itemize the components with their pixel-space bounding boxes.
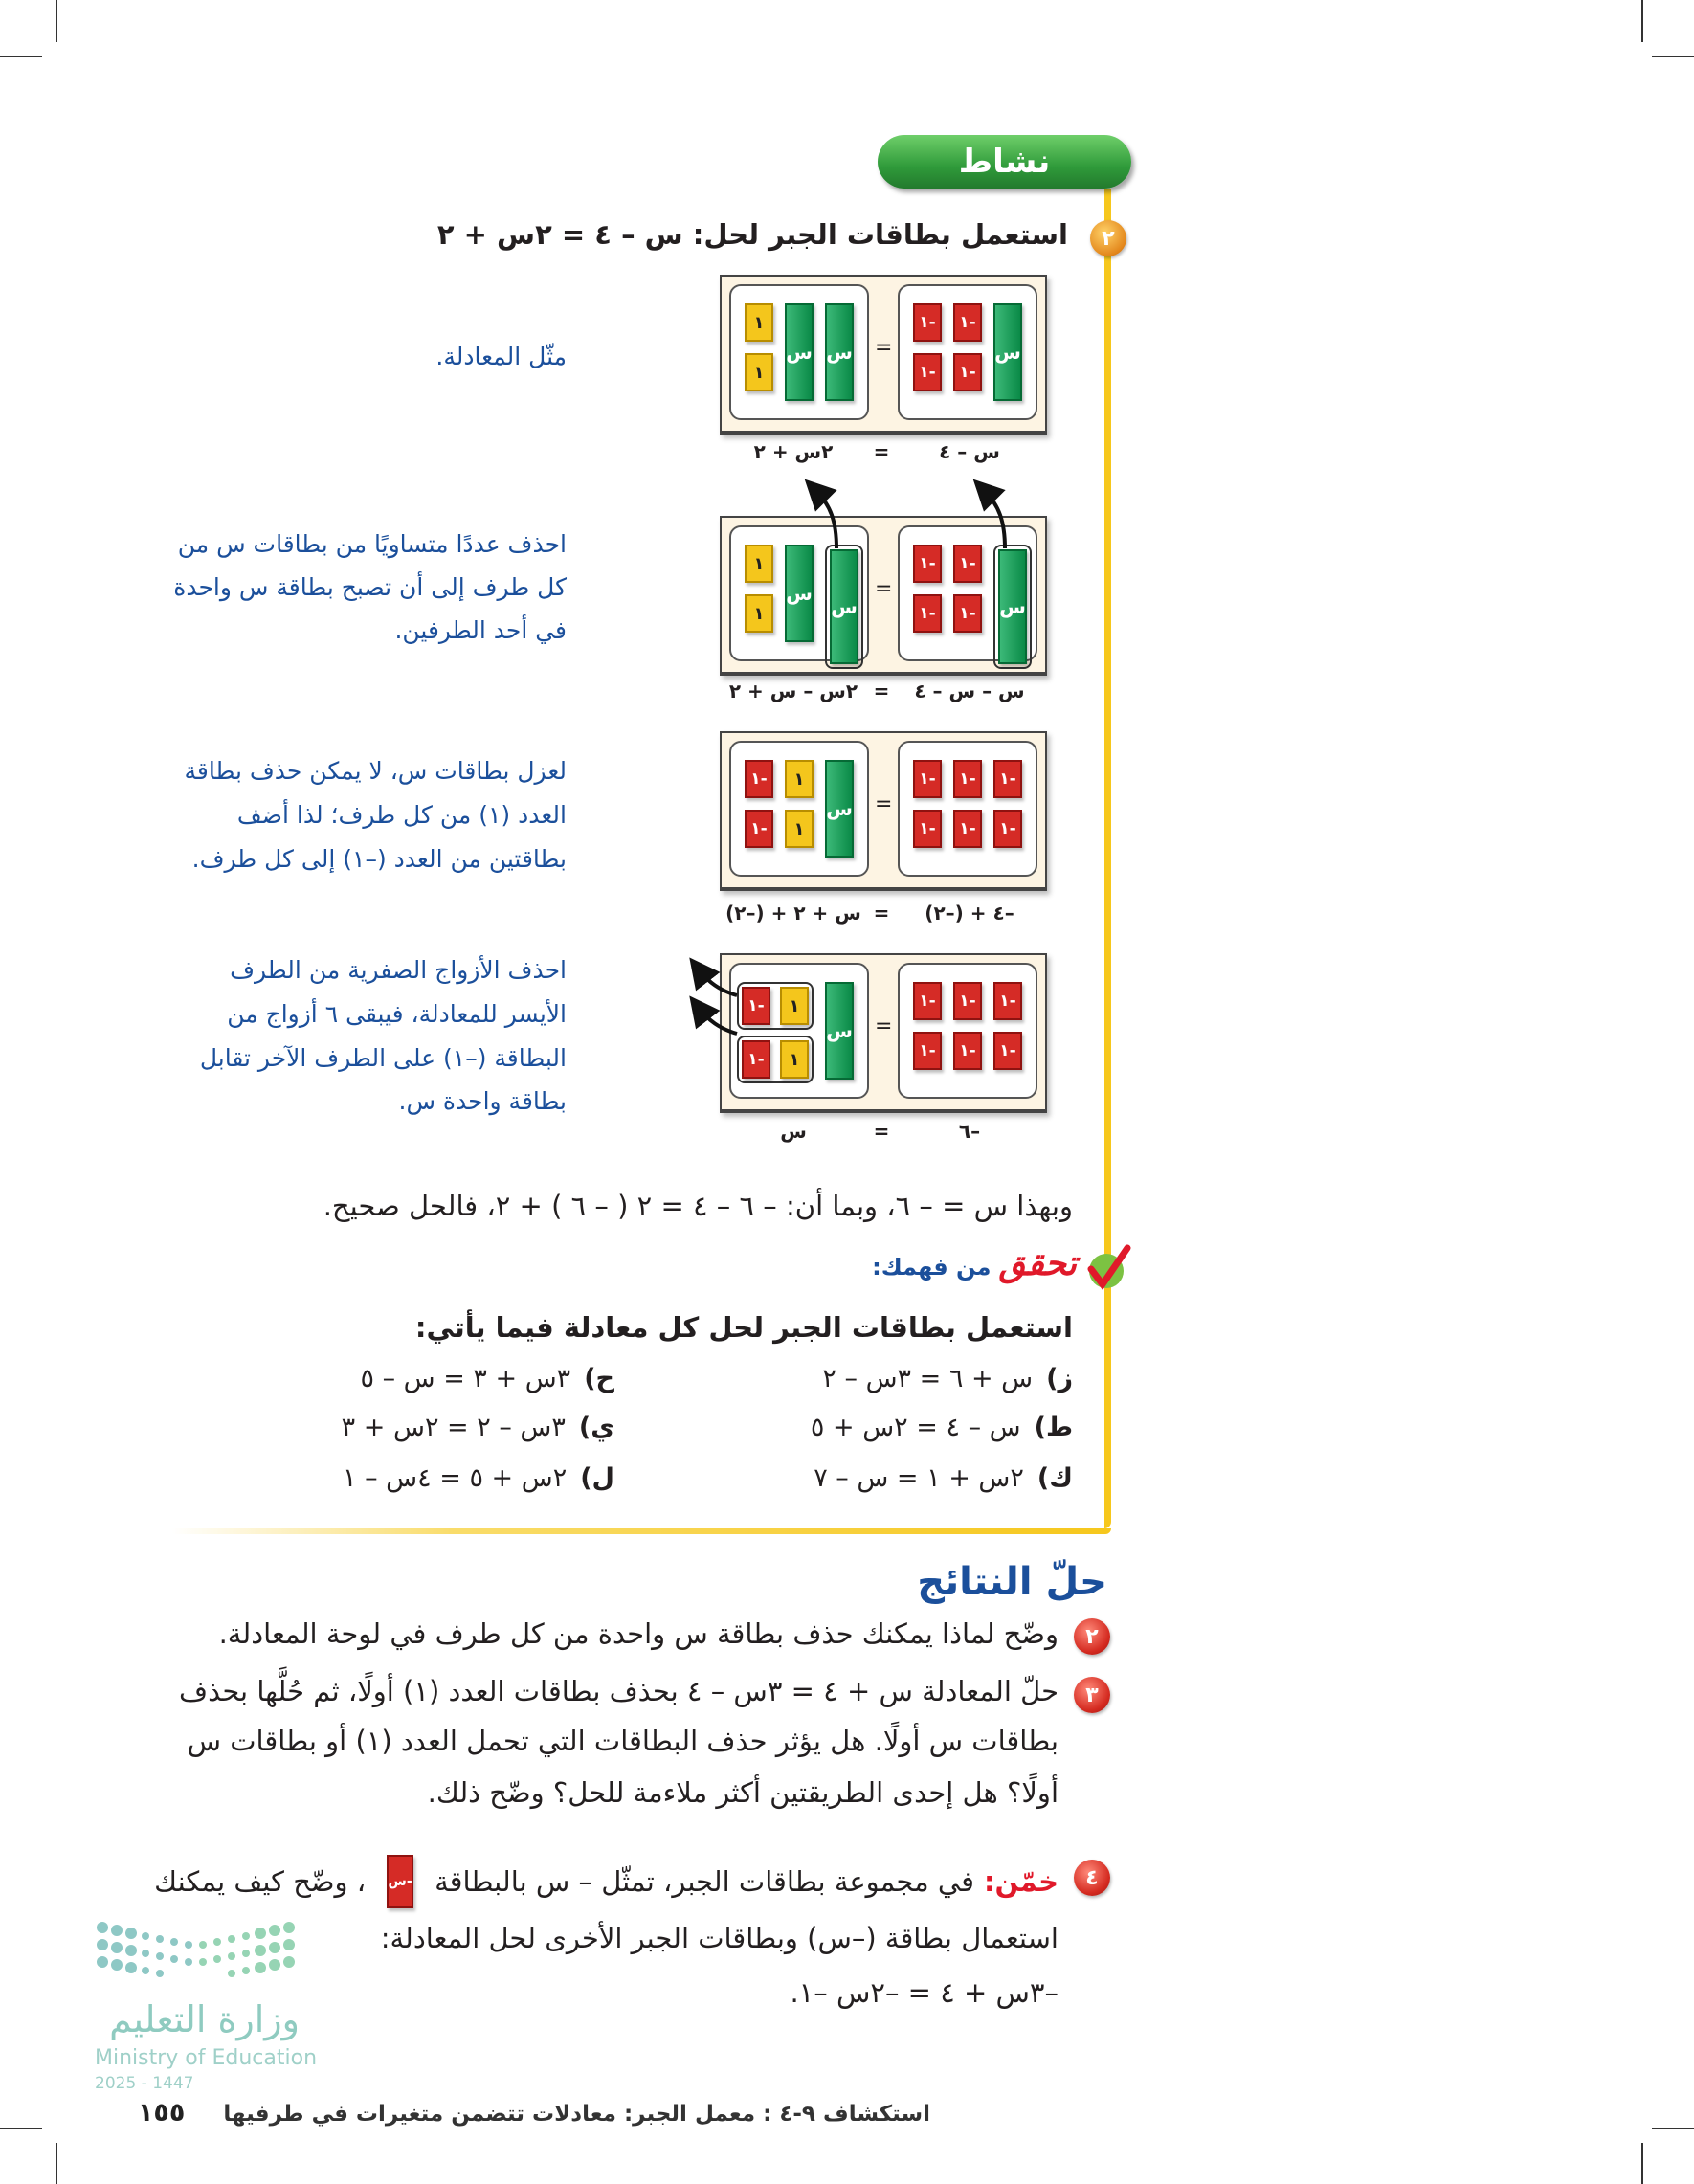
- negative-unit-tile: ١-: [993, 760, 1022, 798]
- negative-unit-tile: ١-: [745, 810, 773, 848]
- logo-dot: [156, 1952, 164, 1960]
- check-instruction: استعمل بطاقات الجبر لحل كل معادلة فيما يأتي:: [414, 1311, 1073, 1344]
- tile-column: [993, 982, 1022, 1080]
- logo-dot: [269, 1925, 280, 1936]
- activity-border-bottom: [172, 1528, 1111, 1534]
- step-description-line: مثّل المعادلة.: [435, 343, 567, 370]
- unit-tile: ١: [745, 353, 773, 391]
- crop-mark: [56, 2143, 57, 2184]
- logo-dot: [255, 1945, 266, 1956]
- exercise-letter: ل): [580, 1463, 614, 1493]
- unit-tile: ١: [745, 545, 773, 583]
- step-description-line: لعزل بطاقات س، لا يمكن حذف بطاقة: [184, 757, 567, 785]
- question-4-line: [154, 1855, 1059, 1908]
- unit-tile: ١: [780, 1040, 809, 1079]
- question-4-text: في مجموعة بطاقات الجبر، تمثّل – س بالبطاقة: [435, 1865, 974, 1898]
- step-description-line: احذف عددًا متساويًا من بطاقات س من: [177, 530, 567, 558]
- logo-dot: [213, 1955, 221, 1963]
- ministry-logo-english: Ministry of Education: [95, 2046, 318, 2070]
- exercise-equation: س – ٤ = ٢س + ٥: [810, 1413, 1021, 1442]
- equals-sign: =: [873, 680, 890, 702]
- unit-tile: ١: [780, 987, 809, 1025]
- tile-column: [745, 545, 773, 642]
- logo-dot: [228, 1970, 235, 1977]
- negative-unit-tile: ١-: [953, 545, 982, 583]
- logo-dot: [213, 1938, 221, 1946]
- question-4-text: ، وضّح كيف يمكنك: [154, 1865, 367, 1898]
- tile-column: [785, 760, 814, 858]
- mat-equation-label: [720, 902, 1043, 925]
- equals-sign: =: [875, 792, 893, 816]
- footer: [138, 2098, 930, 2128]
- logo-dot: [170, 1938, 178, 1946]
- logo-dot: [269, 1942, 280, 1953]
- logo-dot: [242, 1950, 250, 1957]
- exercise-letter: ز): [1046, 1364, 1073, 1393]
- negative-unit-tile: ١-: [913, 982, 942, 1020]
- tile-column: [913, 303, 942, 401]
- exercise-equation: ٢س + ٥ = ٤س – ١: [342, 1463, 568, 1493]
- negative-unit-tile: ١-: [913, 594, 942, 633]
- exercise-equation: ٢س + ١ = س – ٧: [814, 1463, 1024, 1493]
- tile-column: [993, 545, 1032, 642]
- negative-unit-tile: ١-: [953, 982, 982, 1020]
- x-tile: س: [785, 303, 814, 401]
- equals-sign: =: [873, 440, 890, 463]
- x-tile: س: [825, 303, 854, 401]
- activity-border: [1104, 189, 1111, 1528]
- crop-mark: [1652, 56, 1694, 57]
- question-number-badge: ٤: [1074, 1860, 1110, 1896]
- exercise-item: [822, 1364, 1073, 1393]
- step-description-line: البطاقة (–١) على الطرف الآخر تقابل: [199, 1044, 567, 1072]
- tile-column: [745, 303, 773, 401]
- step-description-line: كل طرف إلى أن تصبح بطاقة س واحدة: [173, 573, 567, 601]
- question-number-badge: ٢: [1074, 1618, 1110, 1655]
- negative-unit-tile: ١-: [742, 987, 770, 1025]
- negative-unit-tile: ١-: [913, 810, 942, 848]
- negative-unit-tile: ١-: [913, 303, 942, 342]
- equation-mat: [720, 275, 1047, 435]
- left-expression: س + ٢ + (–٢): [725, 902, 861, 925]
- logo-dot: [156, 1970, 164, 1977]
- exercise-item: [811, 1413, 1073, 1442]
- equals-sign: =: [873, 1120, 890, 1143]
- x-tile: س: [825, 982, 854, 1080]
- crop-mark: [0, 56, 42, 57]
- logo-dot: [255, 1928, 266, 1939]
- logo-dot: [255, 1962, 266, 1973]
- equals-sign: =: [875, 336, 893, 360]
- negative-unit-tile: ١-: [913, 1032, 942, 1070]
- tile-column: [953, 545, 982, 642]
- check-mark-icon: [1083, 1244, 1131, 1292]
- unit-tile: ١: [785, 810, 814, 848]
- x-tile: س: [825, 760, 854, 858]
- equals-sign: =: [875, 1014, 893, 1038]
- logo-dot: [185, 1958, 192, 1966]
- left-expression: س: [780, 1120, 807, 1143]
- negative-unit-tile: ١-: [953, 594, 982, 633]
- logo-dot: [156, 1935, 164, 1943]
- negative-unit-tile: ١-: [953, 1032, 982, 1070]
- crop-mark: [0, 2128, 42, 2129]
- check-heading: [872, 1244, 1077, 1283]
- crop-mark: [1652, 2128, 1694, 2129]
- logo-dot: [125, 1945, 137, 1956]
- negative-unit-tile: ١-: [953, 353, 982, 391]
- tile-column: [913, 545, 942, 642]
- logo-dot: [170, 1955, 178, 1963]
- tile-column: [785, 545, 814, 642]
- x-tile: س: [830, 549, 858, 664]
- exercise-item: [360, 1364, 614, 1393]
- step-description-line: بطاقتين من العدد (–١) إلى كل طرف.: [191, 845, 567, 873]
- step-title: استعمل بطاقات الجبر لحل: س – ٤ = ٢س + ٢: [436, 218, 1068, 251]
- negative-unit-tile: ١-: [742, 1040, 770, 1079]
- mat-right-side: [898, 284, 1037, 420]
- exercise-letter: ط): [1034, 1413, 1073, 1442]
- exercise-equation: ٣س + ٣ = س – ٥: [360, 1364, 571, 1393]
- exercise-equation: س + ٦ = ٣س – ٢: [822, 1364, 1034, 1393]
- logo-dot: [283, 1922, 295, 1933]
- negative-unit-tile: ١-: [913, 545, 942, 583]
- negative-unit-tile: ١-: [993, 982, 1022, 1020]
- tile-column: [825, 760, 854, 858]
- logo-dot: [199, 1941, 207, 1949]
- tile-column: [953, 303, 982, 401]
- crop-mark: [56, 0, 57, 42]
- question-3-line: بطاقات س أولًا. هل يؤثر حذف البطاقات التي تحمل العدد (١) أو بطاقات س: [187, 1725, 1059, 1757]
- tile-column: [785, 303, 814, 401]
- logo-dot: [97, 1939, 108, 1950]
- tile-column: [745, 760, 773, 858]
- check-title: تحقق: [998, 1244, 1077, 1283]
- tile-column: [993, 303, 1022, 401]
- equals-sign: =: [875, 577, 893, 601]
- tile-column: [825, 982, 854, 1080]
- logo-dot: [185, 1941, 192, 1949]
- logo-dot: [283, 1939, 295, 1950]
- negative-unit-tile: ١-: [953, 303, 982, 342]
- logo-dot: [242, 1967, 250, 1974]
- logo-dot: [125, 1928, 137, 1939]
- negative-unit-tile: ١-: [913, 353, 942, 391]
- right-expression: –٤ + (–٢): [925, 902, 1014, 925]
- mat-right-side: [898, 963, 1037, 1099]
- zero-pair-group: [737, 1036, 814, 1083]
- exercise-equation: ٣س – ٢ = ٢س + ٣: [341, 1413, 566, 1442]
- tile-column: [825, 303, 854, 401]
- zero-pairs: [737, 982, 814, 1080]
- tile-column: [825, 545, 863, 642]
- negative-unit-tile: ١-: [953, 760, 982, 798]
- logo-dot: [142, 1950, 149, 1957]
- step-description-line: الأيسر للمعادلة، فيبقى ٦ أزواج من: [227, 1000, 567, 1028]
- mat-equation-label: [720, 1120, 1043, 1143]
- question-4-equation: –٣س + ٤ = –٢س –١.: [790, 1976, 1059, 2009]
- logo-dot: [199, 1958, 207, 1966]
- negative-unit-tile: ١-: [913, 760, 942, 798]
- right-expression: س – س – ٤: [914, 680, 1025, 702]
- unit-tile: ١: [745, 594, 773, 633]
- analyze-heading: حلّ النتائج: [917, 1560, 1107, 1604]
- unit-tile: ١: [745, 303, 773, 342]
- question-3-line: حلّ المعادلة س + ٤ = ٣س – ٤ بحذف بطاقات العدد (١) أولًا، ثم حُلَّها بحذف: [179, 1675, 1059, 1707]
- equation-mat: [720, 516, 1047, 676]
- negative-unit-tile: ١-: [745, 760, 773, 798]
- mat-left-side: [729, 741, 869, 877]
- logo-dot: [283, 1956, 295, 1968]
- negative-unit-tile: ١-: [993, 1032, 1022, 1070]
- ministry-logo-dots: [95, 1918, 301, 1987]
- tile-column: [953, 982, 982, 1080]
- tile-column: [913, 760, 942, 858]
- left-expression: ٢س – س + ٢: [728, 680, 858, 702]
- question-2-text: وضّح لماذا يمكنك حذف بطاقة س واحدة من كل طرف في لوحة المعادلة.: [218, 1617, 1059, 1650]
- logo-dot: [269, 1959, 280, 1971]
- step-number-badge: ٢: [1090, 220, 1126, 256]
- ministry-logo-year: 2025 - 1447: [95, 2074, 194, 2093]
- mat-left-side: [729, 284, 869, 420]
- negative-unit-tile: ١-: [953, 810, 982, 848]
- right-expression: –٦: [958, 1120, 981, 1143]
- crop-mark: [1641, 0, 1643, 42]
- logo-dot: [142, 1967, 149, 1974]
- step-description-line: العدد (١) من كل طرف؛ لذا أضف: [236, 801, 567, 829]
- check-subtitle: من فهمك:: [872, 1254, 992, 1281]
- step-description-line: في أحد الطرفين.: [394, 616, 567, 644]
- footer-lesson-title: استكشاف ٩-٤ : معمل الجبر: معادلات تتضمن متغيرات في طرفيها: [223, 2102, 930, 2127]
- exercise-letter: ك): [1036, 1463, 1073, 1493]
- logo-dot: [111, 1925, 123, 1936]
- right-expression: س – ٤: [939, 440, 1000, 463]
- equals-sign: =: [873, 902, 890, 925]
- logo-dot: [142, 1932, 149, 1940]
- step-description-line: احذف الأزواج الصفرية من الطرف: [230, 956, 567, 984]
- x-tile: س: [785, 545, 814, 642]
- selected-tile-outline: [825, 545, 863, 669]
- tile-column: [953, 760, 982, 858]
- logo-dot: [97, 1922, 108, 1933]
- mat-right-side: [898, 741, 1037, 877]
- exercise-item: [814, 1463, 1073, 1493]
- zero-pair-group: [737, 982, 814, 1030]
- step-description-line: بطاقة واحدة س.: [398, 1087, 567, 1115]
- page-number: ١٥٥: [137, 2098, 186, 2128]
- question-4-line: استعمال بطاقة (–س) وبطاقات الجبر الأخرى لحل المعادلة:: [380, 1922, 1059, 1954]
- crop-mark: [1641, 2143, 1643, 2184]
- logo-dot: [111, 1942, 123, 1953]
- logo-dot: [111, 1959, 123, 1971]
- tile-column: [993, 760, 1022, 858]
- negative-unit-tile: ١-: [993, 810, 1022, 848]
- exercise-letter: ح): [584, 1364, 614, 1393]
- selected-tile-outline: [993, 545, 1032, 669]
- logo-dot: [228, 1952, 235, 1960]
- left-expression: ٢س + ٢: [753, 440, 834, 463]
- activity-banner: نشاط: [878, 135, 1131, 189]
- exercise-item: [342, 1413, 614, 1442]
- mat-left-side: [729, 963, 869, 1099]
- conjecture-label: خمّن:: [983, 1865, 1059, 1898]
- question-3-line: أولًا؟ هل إحدى الطريقتين أكثر ملاءمة للحل؟ وضّح ذلك.: [427, 1776, 1059, 1809]
- logo-dot: [242, 1932, 250, 1940]
- equation-mat: [720, 731, 1047, 891]
- ministry-logo-arabic: وزارة التعليم: [109, 1998, 300, 2040]
- x-tile: س: [998, 549, 1027, 664]
- mat-equation-label: [720, 680, 1043, 702]
- mat-right-side: [898, 525, 1037, 661]
- mat-left-side: [729, 525, 869, 661]
- exercise-item: [343, 1463, 614, 1493]
- logo-dot: [97, 1956, 108, 1968]
- conclusion-text: وبهذا س = – ٦، وبما أن: – ٦ – ٤ = ٢ ( – ٦ ) + ٢، فالحل صحيح.: [323, 1190, 1073, 1222]
- question-number-badge: ٣: [1074, 1677, 1110, 1713]
- tile-column: [913, 982, 942, 1080]
- logo-dot: [125, 1962, 137, 1973]
- equation-mat: [720, 953, 1047, 1113]
- x-tile: س: [993, 303, 1022, 401]
- exercise-letter: ي): [578, 1413, 614, 1442]
- unit-tile: ١: [785, 760, 814, 798]
- negative-x-tile: -س: [387, 1855, 413, 1908]
- mat-equation-label: [720, 440, 1043, 463]
- logo-dot: [228, 1935, 235, 1943]
